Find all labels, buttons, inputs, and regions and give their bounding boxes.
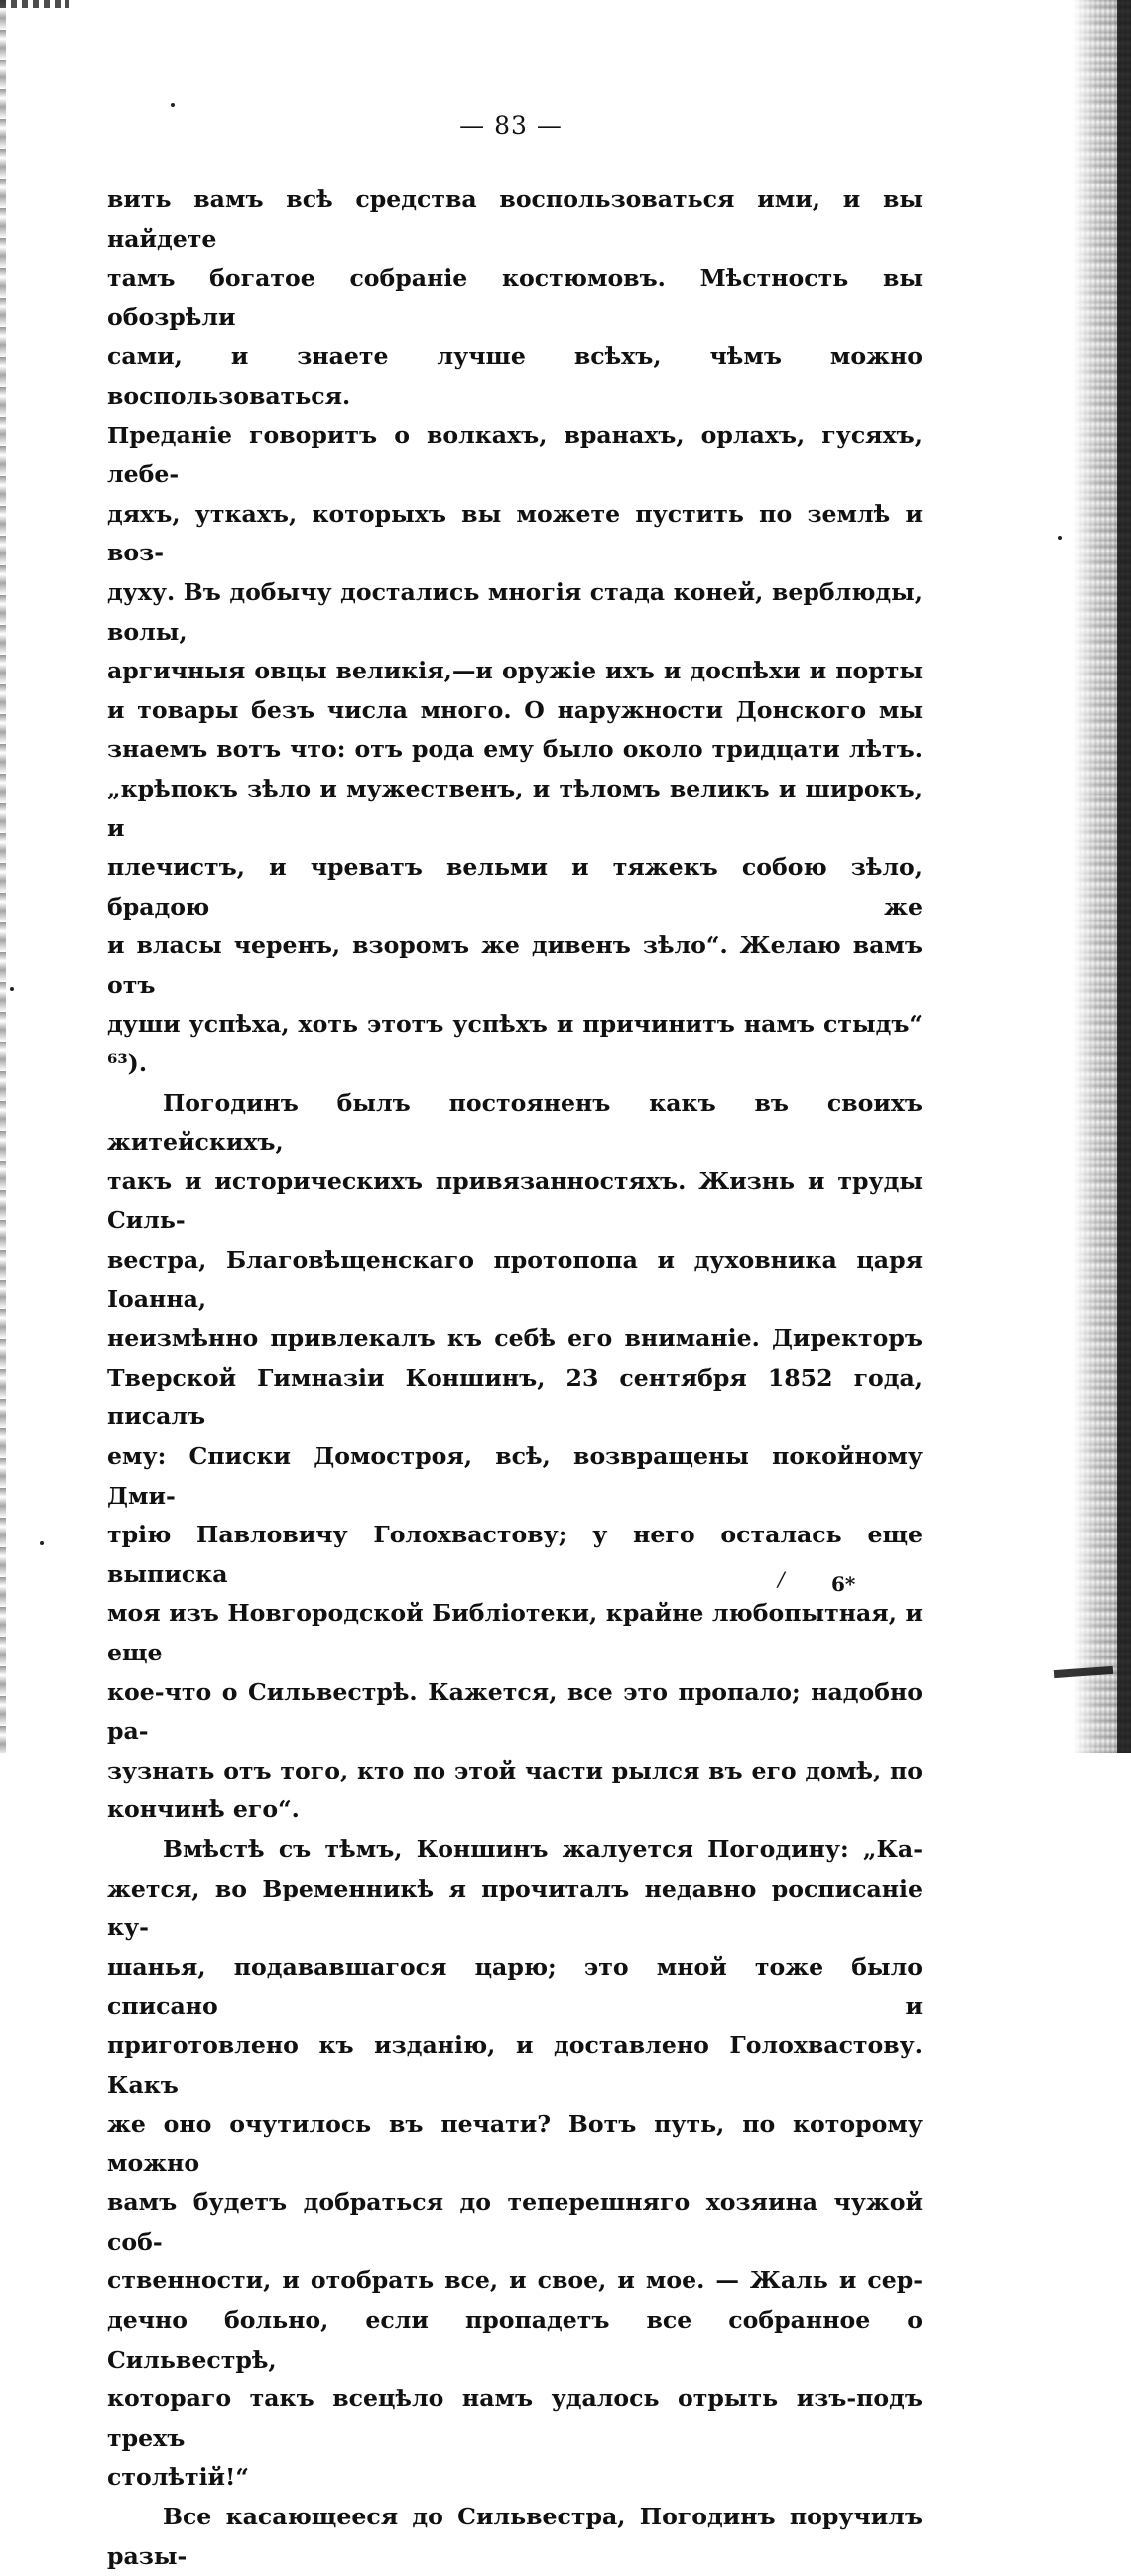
text-line: Все касающееся до Сильвестра, Погодинъ поручилъ разы- bbox=[107, 2503, 923, 2570]
text-line: дечно больно, если пропадетъ все собранное о Сильвестрѣ, bbox=[107, 2306, 923, 2374]
text-line: жется, во Временникѣ я прочиталъ недавно росписаніе ку- bbox=[107, 1874, 923, 1942]
page-number: — 83 — bbox=[459, 111, 563, 140]
text-line: вамъ будетъ добраться до теперешняго хозяина чужой соб- bbox=[107, 2188, 923, 2256]
text-line: же оно очутилось въ печати? Вотъ путь, по которому можно bbox=[107, 2110, 923, 2177]
text-line: Погодинъ былъ постояненъ какъ въ своихъ житейскихъ, bbox=[107, 1088, 923, 1157]
text-line: шанья, подававшагося царю; это мной тоже было списано и bbox=[107, 1952, 923, 2021]
text-line: аргичныя овцы великія,—и оружіе ихъ и доспѣхи и порты bbox=[107, 657, 923, 685]
scan-speck bbox=[1058, 536, 1062, 540]
text-line: души успѣха, хоть этотъ успѣхъ и причинитъ намъ стыдъ“ ⁶³). bbox=[107, 1010, 923, 1078]
scan-left-edge bbox=[0, 0, 6, 1753]
scan-top-edge bbox=[0, 0, 69, 8]
text-line: вить вамъ всѣ средства воспользоваться ими, и вы найдете bbox=[107, 185, 923, 253]
text-line: вестра, Благовѣщенскаго протопопа и духовника царя Іоанна, bbox=[107, 1246, 923, 1313]
text-line: тамъ богатое собраніе костюмовъ. Мѣстность вы обозрѣли bbox=[107, 264, 923, 331]
scan-right-border bbox=[1117, 0, 1131, 1753]
text-line: знаемъ вотъ что: отъ рода ему было около тридцати лѣтъ. bbox=[107, 735, 923, 764]
text-line: ему: Списки Домостроя, всѣ, возвращены покойному Дми- bbox=[107, 1442, 923, 1510]
text-line: трію Павловичу Голохвастову; у него осталась еще выписка bbox=[107, 1521, 923, 1588]
text-line: духу. Въ добычу достались многія стада коней, верблюды, волы, bbox=[107, 577, 923, 646]
text-line: ственности, и отобрать все, и свое, и мое. — Жаль и сер- bbox=[107, 2267, 923, 2295]
text-line: кончинѣ его“. bbox=[107, 1795, 300, 1824]
scan-speck bbox=[40, 1541, 44, 1545]
margin-mark: / bbox=[778, 1567, 785, 1591]
text-line: Преданіе говоритъ о волкахъ, вранахъ, орлахъ, гусяхъ, лебе- bbox=[107, 421, 923, 489]
text-line: неизмѣнно привлекалъ къ себѣ его вниманіе. Директоръ bbox=[107, 1324, 923, 1353]
text-line: приготовлено къ изданію, и доставлено Голохвастову. Какъ bbox=[107, 2030, 923, 2099]
text-line: Вмѣстѣ съ тѣмъ, Коншинъ жалуется Погодину: „Ка- bbox=[163, 1834, 923, 1863]
text-line: котораго такъ всецѣло намъ удалось отрыть изъ-подъ трехъ bbox=[107, 2385, 923, 2452]
text-line: и товары безъ числа много. О наружности Донского мы bbox=[107, 695, 923, 724]
text-line: сами, и знаете лучше всѣхъ, чѣмъ можно воспользоваться. bbox=[107, 342, 923, 410]
text-line: плечистъ, и чреватъ вельми и тяжекъ собою зѣло, брадою же bbox=[107, 853, 923, 920]
text-line: зузнать отъ того, кто по этой части рылся въ его домѣ, по bbox=[107, 1756, 923, 1784]
text-line: Тверской Гимназіи Коншинъ, 23 сентября 1852 года, писалъ bbox=[107, 1363, 923, 1431]
signature-mark: 6* bbox=[831, 1572, 856, 1596]
text-line: кое-что о Сильвестрѣ. Кажется, все это пропало; надобно ра- bbox=[107, 1677, 923, 1746]
text-line: такъ и историческихъ привязанностяхъ. Жизнь и труды Силь- bbox=[107, 1166, 923, 1235]
text-line: столѣтій!“ bbox=[107, 2463, 249, 2492]
text-line: дяхъ, уткахъ, которыхъ вы можете пустить по землѣ и воз- bbox=[107, 499, 923, 567]
text-line: и власы черенъ, взоромъ же дивенъ зѣло“. Желаю вамъ отъ bbox=[107, 931, 923, 999]
scan-speck bbox=[10, 987, 14, 991]
body-text bbox=[107, 181, 923, 2576]
text-line: „крѣпокъ зѣло и мужественъ, и тѣломъ великъ и широкъ, и bbox=[107, 774, 923, 842]
text-line: моя изъ Новгородской Библіотеки, крайне любопытная, и еще bbox=[107, 1599, 923, 1666]
scan-speck bbox=[171, 103, 175, 107]
